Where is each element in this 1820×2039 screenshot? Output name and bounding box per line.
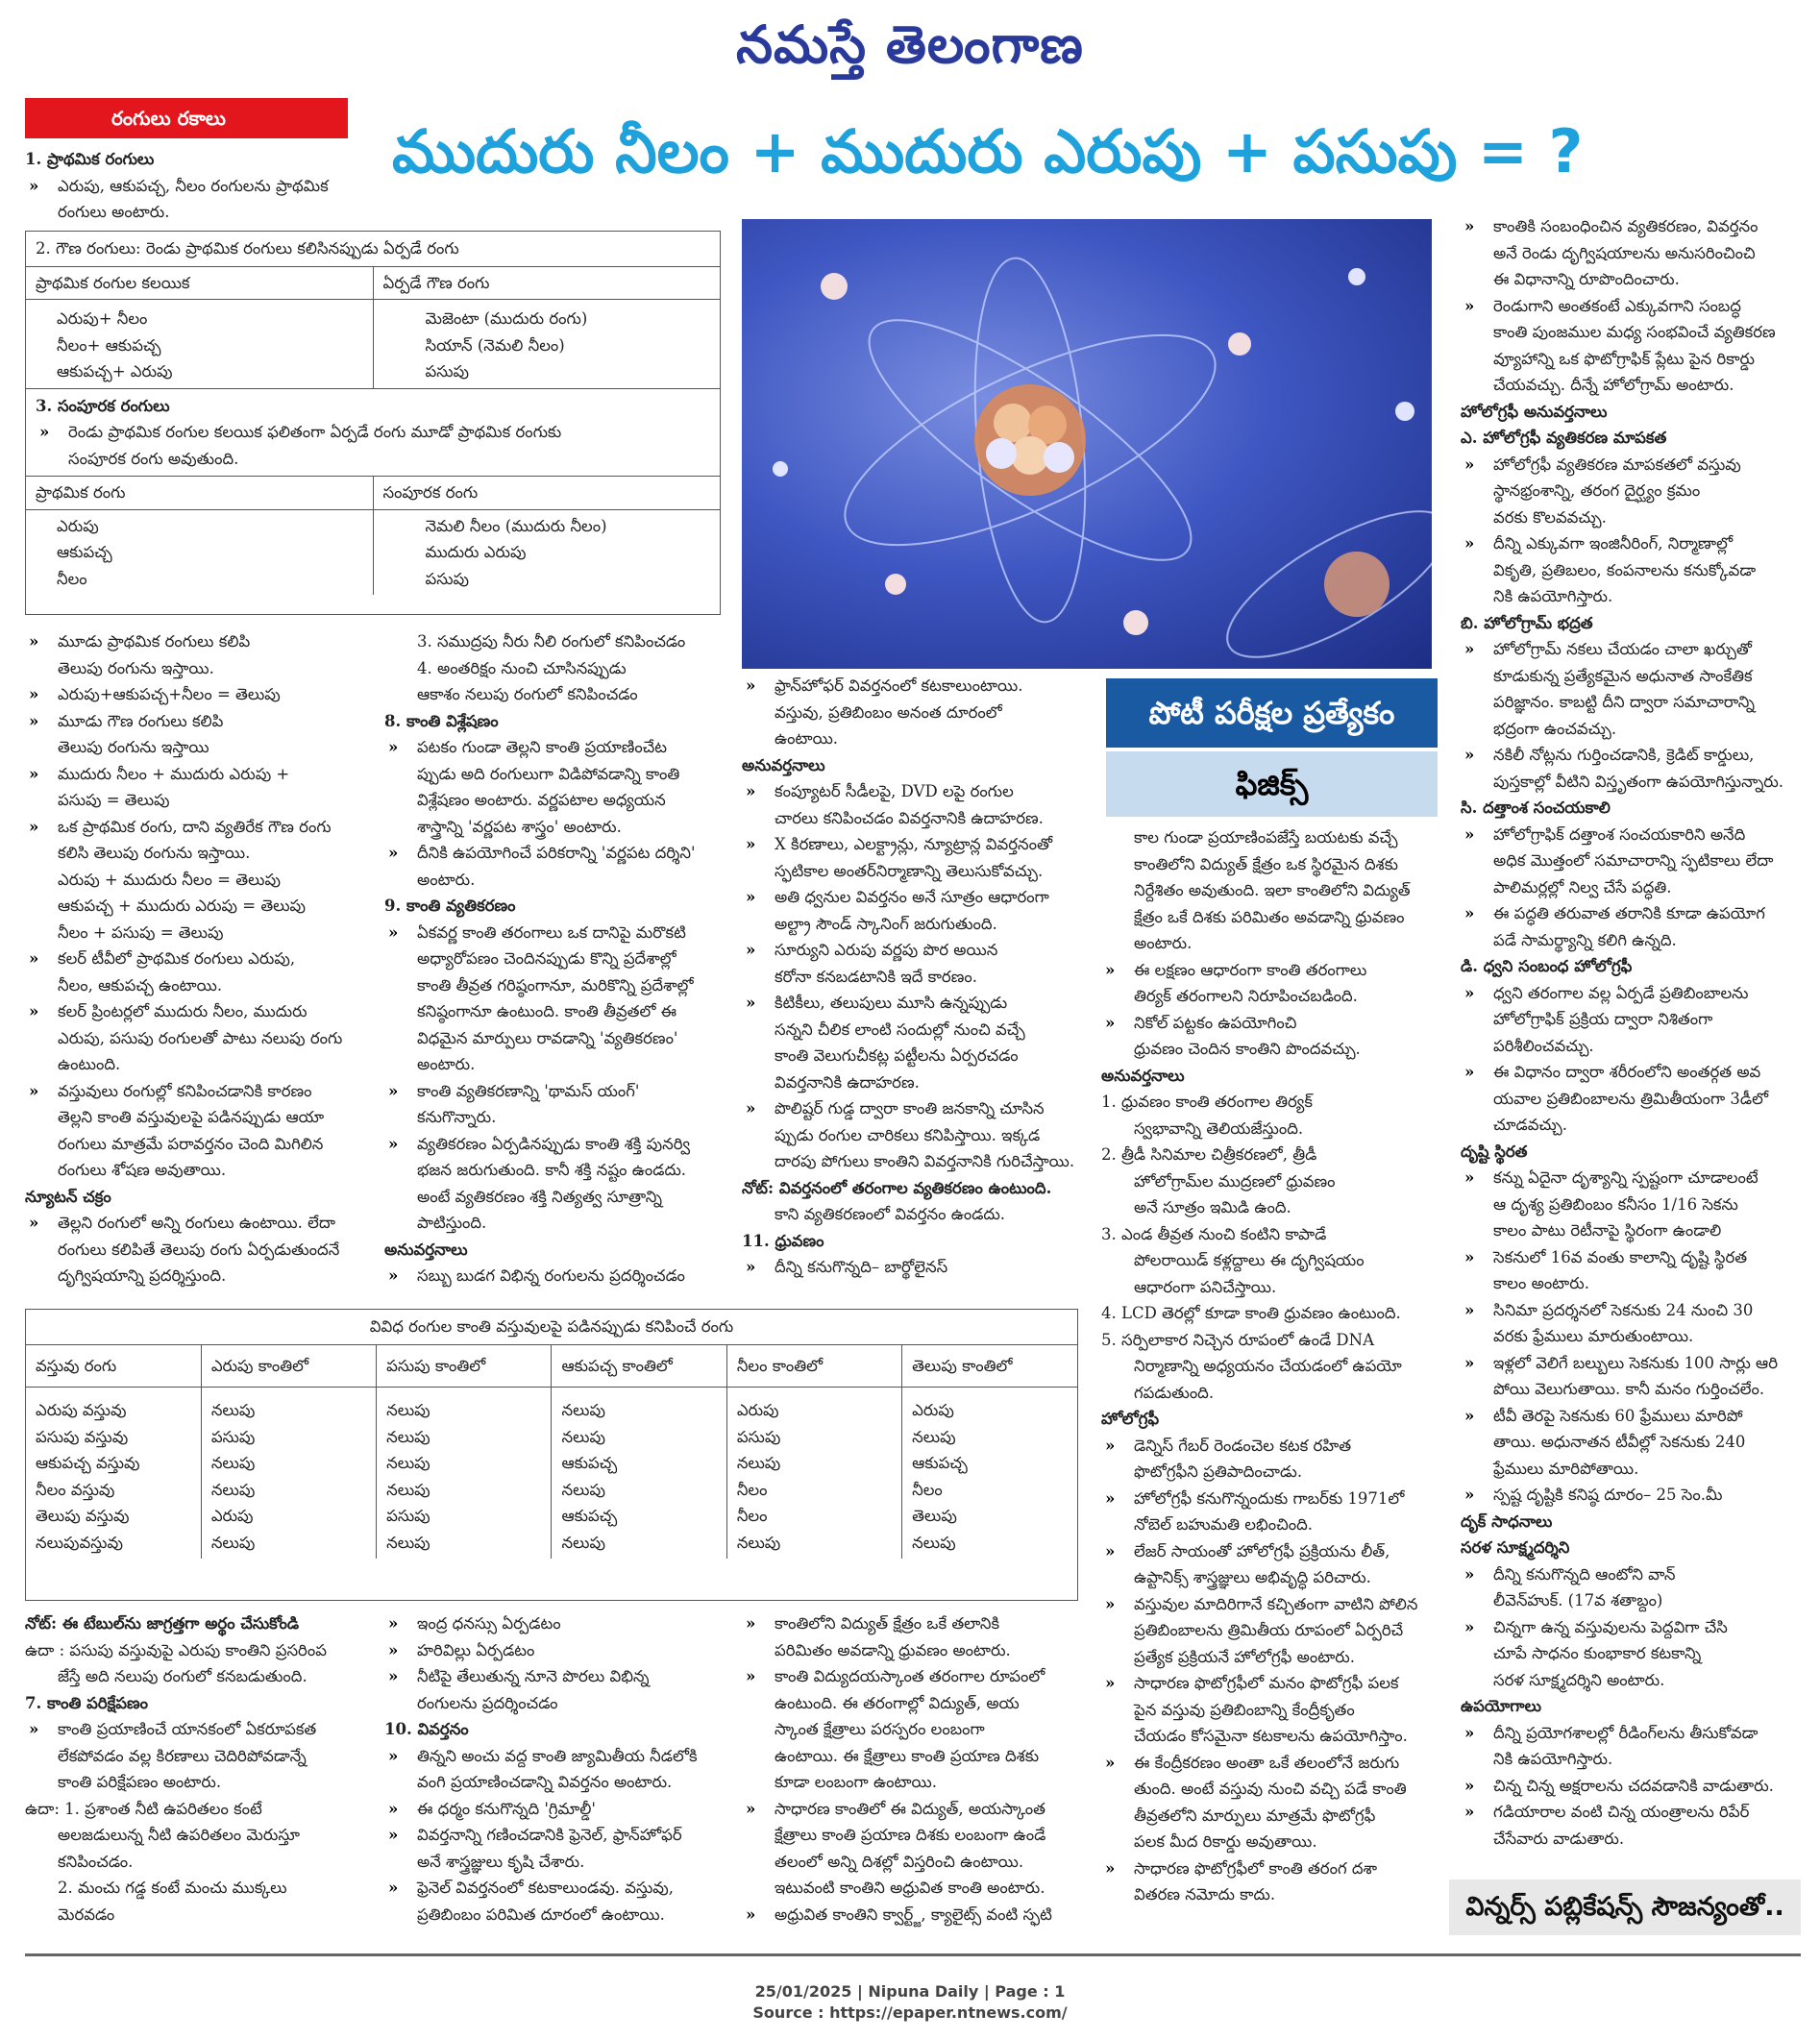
subject-banner: ఫిజిక్స్: [1106, 751, 1438, 817]
body-line: అధిక మొత్తంలో సమాచారాన్ని స్ఫటికాలు లేదా: [1493, 851, 1774, 870]
body-line: » ఫ్రాన్‌హోఫర్ వివర్తనంలో కటకాలుంటాయి.: [742, 673, 1088, 700]
body-line: చేసేవారు వాడుతారు.: [1493, 1829, 1625, 1848]
body-line: » సబ్బు బుడగ విభిన్న రంగులను ప్రదర్శించడం: [384, 1263, 730, 1290]
body-line: కాంతి వెలుగుచీకట్ల పట్టీలను ఏర్పరచడం: [775, 1046, 1019, 1065]
body-line: » నీటిపై తేలుతున్న నూనె పొరలు విభిన్న: [384, 1663, 730, 1690]
body-line: ఫ్రేములు మారిపోతాయి.: [1493, 1459, 1639, 1478]
body-line: 5. సర్పిలాకార నిచ్చెన రూపంలో ఉండే DNA: [1101, 1330, 1374, 1349]
body-line: » ఏకవర్ణ కాంతి తరంగాలు ఒక దానిపై మరొకటి: [384, 920, 730, 946]
body-line: కాంతి పరిక్షేపణం అంటారు.: [58, 1773, 222, 1791]
bottom-column-3: [742, 1610, 1088, 1928]
body-line: » వస్తువులు రంగుల్లో కనిపించడానికి కారణం: [25, 1078, 371, 1105]
table-cell: [373, 509, 720, 595]
body-line: ఉంటుంది. ఈ తరంగాల్లో విద్యుత్, అయ: [775, 1693, 1020, 1712]
subheading: 10. వివర్తనం: [384, 1720, 469, 1738]
table-cell-text: ముదురు ఎరుపు: [425, 543, 527, 561]
body-line: » ఈ ధర్మం కనుగొన్నది 'గ్రిమాల్డీ': [384, 1796, 730, 1823]
subheading: ఉపయోగాలు: [1461, 1697, 1542, 1715]
subheading: హోలోగ్రఫీ అనువర్తనాలు: [1461, 402, 1608, 421]
body-line: తలంలో అన్ని దిశల్లో విస్తరించి ఉంటాయి.: [775, 1852, 1024, 1871]
body-line: 4. అంతరిక్షం నుంచి చూసినప్పుడు: [417, 658, 627, 677]
body-line: పరిజ్ఞానం. కాబట్టి దీని ద్వారా సమాచారాన్ని: [1493, 693, 1755, 711]
body-line: » కలర్ ప్రింటర్లలో ముదురు నీలం, ముదురు: [25, 998, 371, 1025]
body-line: » X కిరణాలు, ఎలక్ట్రాన్లు, న్యూట్రాన్ల వివర్తనంతో: [742, 831, 1088, 858]
table-cell: నలుపు నలుపు నలుపు నలుపు పసుపు నలుపు: [377, 1388, 552, 1560]
body-line: కాని వ్యతికరణంలో వివర్తనం ఉండదు.: [775, 1205, 1006, 1223]
subheading: న్యూటన్ చక్రం: [25, 1187, 111, 1206]
bottom-column-1: [25, 1610, 371, 1928]
table-header: పసుపు కాంతిలో: [377, 1345, 552, 1388]
body-line: గపడుతుంది.: [1134, 1383, 1215, 1402]
body-line: వ్యూహాన్ని ఒక ఫొటోగ్రాఫిక్ ప్లేటు పైన రికార్డు: [1493, 349, 1756, 368]
body-line: » కాంతి ప్రయాణించే యానకంలో ఏకరూపకత: [25, 1716, 371, 1743]
column-2-body: [384, 628, 730, 1290]
body-line: కాంతిలోని విద్యుత్ క్షేత్రం ఒక స్థిరమైన దిశకు: [1134, 854, 1399, 873]
body-line: ఉంటుంది.: [58, 1055, 121, 1073]
primary-line: రంగులు అంటారు.: [58, 203, 170, 221]
table-cell-text: మెజెంటా (ముదురు రంగు): [425, 309, 588, 328]
body-line: ఉప్టానిక్స్ శాస్త్రజ్ఞులు అభివృద్ధి పరిచారు.: [1134, 1568, 1371, 1586]
colored-light-table: [25, 1309, 1078, 1601]
body-line: » సినిమా ప్రదర్శనలో సెకనుకు 24 నుంచి 30: [1461, 1297, 1801, 1324]
body-line: కనిష్ఠంగానూ ఉంటుంది. కాంతి తీవ్రతలో ఈ: [417, 1002, 677, 1020]
body-line: స్ఫటికాల అంతర్‌నిర్మాణాన్ని తెలుసుకోవచ్చు.: [775, 861, 1044, 880]
body-line: పాలిమర్లల్లో నిల్వ చేసే పద్ధతి.: [1493, 877, 1672, 897]
body-line: ఉంటాయి. ఈ క్షేత్రాలు కాంతి ప్రయాణ దిశకు: [775, 1746, 1040, 1765]
masthead-logo: నమస్తే తెలంగాణ: [736, 14, 1084, 75]
body-line: అనే సూత్రం ఇమిడి ఉంది.: [1134, 1198, 1291, 1216]
table-header: నీలం కాంతిలో: [726, 1345, 901, 1388]
bottom-column-2: [384, 1610, 730, 1928]
subheading: సి. దత్తాంశ సంచయకాలి: [1461, 798, 1611, 817]
table-cell-text: పసుపు: [425, 362, 469, 381]
body-line: » నికోల్ పట్టకం ఉపయోగించి: [1101, 1010, 1447, 1037]
complementary-colors-table: [26, 476, 720, 595]
body-line: అనే రెండు దృగ్విషయాలను అనుసరించించి: [1493, 243, 1756, 262]
body-line: వివర్తనానికి ఉదాహరణ.: [775, 1072, 920, 1092]
body-line: » కాంతిలోని విద్యుత్ క్షేత్రం ఒకే తలానికి: [742, 1610, 1088, 1637]
body-line: తీవ్రతలోని మార్పులు మాత్రమే ఫొటోగ్రఫీ: [1134, 1806, 1376, 1825]
body-line: స్కాంత క్షేత్రాలు పరస్పరం లంబంగా: [775, 1720, 985, 1738]
body-line: కలిసి తెలుపు రంగును ఇస్తాయి.: [58, 844, 251, 862]
body-line: పసుపు = తెలుపు: [58, 791, 170, 809]
body-line: » మూడు గౌణ రంగులు కలిపి: [25, 708, 371, 735]
body-line: » వివర్తనాన్ని గణించడానికి ఫ్రెనెల్, ఫ్రాన్‌హోఫర్: [384, 1822, 730, 1849]
page-headline: ముదురు నీలం + ముదురు ఎరుపు + పసుపు = ?: [392, 116, 1584, 186]
body-line: వరకు కొలవవచ్చు.: [1493, 507, 1607, 527]
body-line: పరిశీలించవచ్చు.: [1493, 1036, 1594, 1055]
body-line: అలజడులున్న నీటి ఉపరితలం మెరుస్తూ: [58, 1826, 300, 1844]
body-line: చేయడం కోసమైనా కటకాలను ఉపయోగిస్తాం.: [1134, 1727, 1408, 1745]
colored-light-table-grid: [26, 1345, 1077, 1560]
table-cell: ఎరుపు నలుపు ఆకుపచ్చ నీలం తెలుపు నలుపు: [912, 1401, 968, 1552]
subheading: దృష్టి స్థిరత: [1461, 1142, 1528, 1161]
body-line: తుంది. అంటే వస్తువు నుంచి వచ్చి పడే కాంతి: [1134, 1780, 1407, 1798]
note-line: నోట్: వివర్తనంలో తరంగాల వ్యతికరణం ఉంటుంది.: [742, 1178, 1052, 1197]
body-line: » దీన్ని ఎక్కువగా ఇంజినీరింగ్, నిర్మాణాల్లో: [1461, 530, 1801, 557]
body-line: » దీన్ని కనుగొన్నది– బార్థోలైనస్: [742, 1254, 1088, 1281]
body-line: తిర్యక్ తరంగాలని నిరూపించబడింది.: [1134, 987, 1358, 1005]
body-line: వికృతి, ప్రతిబలం, కంపనాలను కనుక్కోవడా: [1493, 560, 1757, 579]
body-line: ఆ దృశ్య ప్రతిబింబం కనీసం 1/16 సెకను: [1493, 1194, 1738, 1214]
body-line: » సూర్యుని ఎరుపు వర్ణపు పొర అయిన: [742, 937, 1088, 964]
body-line: మెరవడం: [58, 1904, 115, 1924]
special-edition-banner: పోటీ పరీక్షల ప్రత్యేకం: [1106, 678, 1438, 748]
atom-illustration: [742, 219, 1432, 669]
body-line: » హోలోగ్రాఫిక్ దత్తాంశ సంచయకారిని అనేది: [1461, 822, 1801, 848]
table-header: ప్రాథమిక రంగుల కలయిక: [26, 267, 373, 300]
courtesy-credit: విన్నర్స్ పబ్లికేషన్స్ సౌజన్యంతో..: [1449, 1879, 1801, 1935]
body-line: » లేజర్ సాయంతో హోలోగ్రఫీ ప్రక్రియను లీత్,: [1101, 1538, 1447, 1565]
body-line: » ఫ్రెనెల్ వివర్తనంలో కటకాలుండవు. వస్తువు,: [384, 1875, 730, 1902]
subheading: అనువర్తనాలు: [1101, 1066, 1185, 1085]
body-line: » చిన్న చిన్న అక్షరాలను చదవడానికి వాడుతారు.: [1461, 1773, 1801, 1800]
table-row: [26, 1388, 1077, 1560]
subheading: అనువర్తనాలు: [384, 1240, 468, 1259]
body-line: యవాల ప్రతిబింబాలను త్రిమితీయంగా 3డీలో: [1493, 1089, 1769, 1108]
body-line: ప్పుడు రంగుల చారికలు కనిపిస్తాయి. ఇక్కడ: [775, 1125, 1041, 1144]
body-line: » చిన్నగా ఉన్న వస్తువులను పెద్దవిగా చేసి: [1461, 1614, 1801, 1641]
body-line: ఇటువంటి కాంతిని అధ్రువిత కాంతి అంటారు.: [775, 1879, 1045, 1897]
body-line: అంటే వ్యతికరణం శక్తి నిత్యత్వ సూత్రాన్ని: [417, 1187, 662, 1206]
body-line: రంగులు శోషణ అవుతాయి.: [58, 1161, 227, 1179]
table-cell-text: సియాన్ (నెమలి నీలం): [425, 335, 565, 355]
table-header: ప్రాథమిక రంగు: [26, 477, 373, 510]
body-line: అంటారు.: [417, 870, 476, 889]
footer-divider: [25, 1953, 1801, 1956]
body-line: నికి ఉపయోగిస్తారు.: [1493, 1750, 1613, 1768]
body-line: దృగ్విషయాన్ని ప్రదర్శిస్తుంది.: [58, 1266, 227, 1285]
body-line: » కాంతికి సంబంధించిన వ్యతికరణం, వివర్తనం: [1461, 213, 1801, 240]
body-line: » ఈ పద్ధతి తరువాత తరానికి కూడా ఉపయోగ: [1461, 900, 1801, 927]
secondary-colors-heading: 2. గౌణ రంగులు: రెండు ప్రాథమిక రంగులు కలిసినప్పుడు ఏర్పడే రంగు: [26, 232, 720, 267]
body-line: 4. LCD తెరల్లో కూడా కాంతి ధ్రువణం ఉంటుంది.: [1101, 1304, 1401, 1322]
primary-colors-section: [25, 146, 726, 226]
body-line: » సాధారణ ఫొటోగ్రఫీలో కాంతి తరంగ దశా: [1101, 1855, 1447, 1882]
body-line: స్థానభ్రంశాన్ని, తరంగ దైర్ఘ్యం క్రమం: [1493, 481, 1701, 500]
body-line: కాల గుండా ప్రయాణింపజేస్తే బయటకు వచ్చే: [1134, 828, 1398, 847]
atom-graphic: [742, 219, 1432, 669]
body-line: » ఇంద్ర ధనస్సు ఏర్పడటం: [384, 1610, 730, 1637]
body-line: » ఈ విధానం ద్వారా శరీరంలోని అంతర్గత అవ: [1461, 1059, 1801, 1086]
body-line: లీవెన్‌హుక్. (17వ శతాబ్దం): [1493, 1591, 1663, 1609]
table-cell-text: పసుపు: [425, 569, 469, 588]
color-types-table: [25, 231, 721, 615]
body-line: సన్నని చీలిక లాంటి సందుల్లో నుంచి వచ్చే: [775, 1020, 1025, 1039]
body-line: కాలం పాటు రెటీనాపై స్థిరంగా ఉండాలి: [1493, 1221, 1722, 1240]
subheading: ఎ. హోలోగ్రఫీ వ్యతికరణ మాపకత: [1461, 429, 1667, 447]
body-line: వస్తువు, ప్రతిబింబం అనంత దూరంలో: [775, 702, 1002, 722]
body-line: స్వభావాన్ని తెలియజేస్తుంది.: [1134, 1118, 1304, 1138]
body-line: రంగులు కలిపితే తెలుపు రంగు ఏర్పడుతుందనే: [58, 1240, 340, 1259]
table-header: ఎరుపు కాంతిలో: [201, 1345, 376, 1388]
body-line: జేస్తే అది నలుపు రంగులో కనబడుతుంది.: [58, 1667, 307, 1685]
body-line: నోబెల్ బహుమతి లభించింది.: [1134, 1515, 1313, 1534]
table-cell-text: ఎరుపు+ నీలం: [57, 309, 148, 328]
body-line: పోలరాయిడ్ కళ్లద్దాలు ఈ దృగ్విషయం: [1134, 1251, 1365, 1269]
body-line: వితరణ నమోదు కాదు.: [1134, 1885, 1276, 1904]
body-line: » సాధారణ కాంతిలో ఈ విద్యుత్, అయస్కాంత: [742, 1796, 1088, 1823]
body-line: నికి ఉపయోగిస్తారు.: [1493, 587, 1613, 605]
body-line: తెల్లని కాంతి వస్తువులపై పడినప్పుడు ఆయా: [58, 1108, 325, 1126]
body-line: » గడియారాల వంటి చిన్న యంత్రాలను రిపేర్: [1461, 1799, 1801, 1826]
table-cell: నలుపు నలుపు ఆకుపచ్చ నలుపు ఆకుపచ్చ నలుపు: [552, 1388, 726, 1560]
body-line: » డెన్నిస్ గేబర్ రెండంచెల కటక రహిత: [1101, 1433, 1447, 1460]
body-line: » కాంతి వ్యతికరణాన్ని 'థామస్ యంగ్': [384, 1078, 730, 1105]
body-line: ప్రత్యేక ప్రక్రియనే హోలోగ్రఫీ అంటారు.: [1134, 1647, 1355, 1666]
body-line: కనిపించడం.: [58, 1852, 134, 1871]
table-cell-text: నెమలి నీలం (ముదురు నీలం): [425, 516, 607, 535]
subheading: 11. ధ్రువణం: [742, 1231, 824, 1250]
body-line: భజన జరుగుతుంది. కానీ శక్తి నష్టం ఉండదు.: [417, 1161, 687, 1179]
body-line: అధ్యారోపణం చెందినప్పుడు కొన్ని ప్రదేశాల్లో: [417, 949, 676, 968]
table-cell-text: ఆకుపచ్చ+ ఎరుపు: [57, 362, 173, 381]
body-line: కూడా లంబంగా ఉంటాయి.: [775, 1773, 937, 1791]
body-line: 2. త్రీడీ సినిమాల చిత్రీకరణలో, త్రీడీ: [1101, 1145, 1317, 1164]
body-line: » స్పష్ట దృష్టికి కనిష్ఠ దూరం– 25 సెం.మీ: [1461, 1482, 1801, 1509]
column-1-body: [25, 628, 371, 1290]
body-line: » హోలోగ్రఫీ వ్యతికరణ మాపకతలో వస్తువు: [1461, 452, 1801, 479]
table-header: తెలుపు కాంతిలో: [912, 1356, 1013, 1375]
body-line: పాటిస్తుంది.: [417, 1214, 487, 1232]
body-line: కాంతి తీవ్రత గరిష్ఠంగానూ, మరికొన్ని ప్రదేశాల్లో: [417, 975, 694, 995]
table-header: సంపూరక రంగు: [382, 483, 479, 502]
body-line: అంటారు.: [1134, 934, 1193, 952]
body-line: » అధ్రువిత కాంతిని క్వార్ట్జ్, క్యాలైట్స్ వంటి స్ఫటి: [742, 1902, 1088, 1928]
table-cell: [26, 509, 373, 595]
body-line: చేయవచ్చు. దీన్నే హోలోగ్రామ్ అంటారు.: [1493, 376, 1734, 394]
body-line: పరిమితం అవడాన్ని ధ్రువణం అంటారు.: [775, 1640, 1011, 1659]
subheading: 9. కాంతి వ్యతికరణం: [384, 897, 516, 915]
body-line: ఆకాశం నలుపు రంగులో కనిపించడం: [417, 685, 638, 703]
table-header: ఏర్పడే గౌణ రంగు: [382, 273, 490, 292]
body-line: రంగులు మాత్రమే పరావర్తనం చెంది మిగిలిన: [58, 1134, 324, 1153]
body-line: » సెకనులో 16వ వంతు కాలాన్ని దృష్టి స్థిరత: [1461, 1244, 1801, 1271]
body-line: » కిటికీలు, తలుపులు మూసి ఉన్నప్పుడు: [742, 990, 1088, 1017]
body-line: » హరివిల్లు ఏర్పడటం: [384, 1637, 730, 1664]
body-line: » కంప్యూటర్ సీడీలపై, DVD లపై రంగుల: [742, 778, 1088, 805]
complementary-section: [26, 388, 720, 477]
table-header: ఆకుపచ్చ కాంతిలో: [552, 1345, 726, 1388]
subheading: దృక్ సాధనాలు: [1461, 1511, 1553, 1531]
body-line: రంగులను ప్రదర్శించడం: [417, 1693, 558, 1712]
body-line: తెలుపు రంగును ఇస్తాయి: [58, 738, 209, 756]
table-cell-text: ఎరుపు: [57, 516, 99, 535]
body-line: నిర్దేశితం అవుతుంది. ఇలా కాంతిలోని విద్యుత్: [1134, 881, 1411, 899]
body-line: » కన్ను ఏదైనా దృశ్యాన్ని స్పష్టంగా చూడాలంటే: [1461, 1165, 1801, 1191]
body-line: క్షేత్రాలు కాంతి ప్రయాణ దిశకు లంబంగా ఉండే: [775, 1826, 1046, 1844]
body-line: ఎరుపు, పసుపు రంగులతో పాటు నలుపు రంగు: [58, 1028, 343, 1047]
column-4-body: [1101, 824, 1447, 1908]
body-line: కూడుకున్న ప్రత్యేకమైన అధునాత సాంకేతిక: [1493, 666, 1753, 685]
body-line: ఫొటోగ్రఫీని ప్రతిపాదించాడు.: [1134, 1462, 1303, 1481]
body-line: ప్రతిబింబం పరిమిత దూరంలో ఉంటాయి.: [417, 1904, 665, 1924]
body-line: పలక మీద రికార్డు అవుతాయి.: [1134, 1832, 1317, 1851]
table-cell-text: ఆకుపచ్చ: [57, 543, 112, 561]
body-line: » ధ్వని తరంగాల వల్ల ఏర్పడే ప్రతిబింబాలను: [1461, 980, 1801, 1007]
body-line: » ముదురు నీలం + ముదురు ఎరుపు +: [25, 761, 371, 788]
body-line: ఈ విధానాన్ని రూపొందించారు.: [1493, 270, 1680, 288]
body-line: » టీవీ తెరపై సెకనుకు 60 ఫ్రేములు మారిపో: [1461, 1403, 1801, 1430]
body-line: 3. ఎండ తీవ్రత నుంచి కంటిని కాపాడే: [1101, 1224, 1327, 1243]
body-line: ఆకుపచ్చ + ముదురు ఎరుపు = తెలుపు: [58, 897, 307, 915]
body-line: ఉదా : పసుపు వస్తువుపై ఎరుపు కాంతిని ప్రసరింప: [25, 1640, 327, 1659]
body-line: కనుగొన్నారు.: [417, 1108, 497, 1126]
table-cell-text: నీలం: [57, 569, 87, 588]
body-line: » దీన్ని ప్రయోగశాలల్లో రీడింగ్‌లను తీసుకోవడా: [1461, 1720, 1801, 1747]
footer-date-line: 25/01/2025 | Nipuna Daily | Page : 1: [754, 1982, 1066, 2001]
body-line: » కాంతి విద్యుదయస్కాంత తరంగాల రూపంలో: [742, 1663, 1088, 1690]
note-line: నోట్: ఈ టేబుల్‌ను జాగ్రత్తగా అర్థం చేసుకోండి: [25, 1614, 300, 1633]
column-5-body: [1461, 213, 1801, 1852]
body-line: పడే సామర్థ్యాన్ని కలిగి ఉన్నది.: [1493, 930, 1677, 949]
primary-colors-heading: 1. ప్రాథమిక రంగులు: [25, 150, 155, 168]
body-line: శాస్త్రాన్ని 'వర్ణపట శాస్త్రం' అంటారు.: [417, 817, 622, 836]
body-line: హోలోగ్రామ్‌ల ముద్రణలో ధ్రువణం: [1134, 1171, 1336, 1191]
body-line: విధమైన మార్పులు రావడాన్ని 'వ్యతికరణం': [417, 1028, 678, 1047]
body-line: » తిన్నని అంచు వద్ద కాంతి జ్యామితీయ నీడలోకి: [384, 1743, 730, 1770]
subheading: అనువర్తనాలు: [742, 755, 825, 774]
primary-line: » ఎరుపు, ఆకుపచ్చ, నీలం రంగులను ప్రాథమిక: [25, 173, 726, 200]
body-line: చారలు కనిపించడం వివర్తనానికి ఉదాహరణ.: [775, 808, 1044, 827]
table-cell-text: నీలం+ ఆకుపచ్చ: [57, 335, 161, 355]
body-line: » ఎరుపు+ఆకుపచ్చ+నీలం = తెలుపు: [25, 681, 371, 708]
complementary-line: సంపూరక రంగు అవుతుంది.: [68, 449, 239, 468]
secondary-colors-table: [26, 267, 720, 388]
table-header: వస్తువు రంగు: [26, 1345, 201, 1388]
body-line: ప్రతిబింబాలను త్రిమితీయ రూపంలో ఏర్పరిచే: [1134, 1621, 1404, 1639]
body-line: సరళ సూక్ష్మదర్శిని అంటారు.: [1493, 1670, 1665, 1689]
body-line: వరకు ఫ్రేములు మారుతుంటాయి.: [1493, 1327, 1694, 1345]
body-line: » ఈ కేంద్రీకరణం అంతా ఒకే తలంలోనే జరుగు: [1101, 1750, 1447, 1777]
body-line: పుస్తకాల్లో వీటిని విస్తృతంగా ఉపయోగిస్తున్నారు.: [1493, 772, 1784, 791]
subheading: బి. హోలోగ్రామ్ భద్రత: [1461, 613, 1593, 632]
table-cell: నలుపు పసుపు నలుపు నలుపు ఎరుపు నలుపు: [201, 1388, 376, 1560]
body-line: అల్ట్రా సౌండ్ స్కానింగ్ జరుగుతుంది.: [775, 914, 997, 933]
complementary-line: » రెండు ప్రాథమిక రంగుల కలయిక ఫలితంగా ఏర్పడే రంగు మూడో ప్రాథమిక రంగుకు: [36, 419, 710, 446]
body-line: » ఈ లక్షణం ఆధారంగా కాంతి తరంగాలు: [1101, 957, 1447, 984]
subheading: 8. కాంతి విశ్లేషణం: [384, 711, 499, 730]
body-line: ఆధారంగా పనిచేస్తాయి.: [1134, 1277, 1277, 1296]
subheading: సరళ సూక్ష్మదర్శిని: [1461, 1538, 1570, 1557]
body-line: » ఒక ప్రాథమిక రంగు, దాని వ్యతిరేక గౌణ రంగు: [25, 814, 371, 841]
body-line: కాలం అంటారు.: [1493, 1274, 1589, 1292]
body-line: » నకిలీ నోట్లను గుర్తించడానికి, క్రెడిట్ కార్డులు,: [1461, 742, 1801, 769]
body-line: » దీన్ని కనుగొన్నది ఆంటోని వాన్: [1461, 1561, 1801, 1588]
table-cell: ఎరుపు వస్తువు పసుపు వస్తువు ఆకుపచ్చ వస్తువు నీలం వస్తువు తెలుపు వస్తువు నలుపువస్తువు: [26, 1388, 201, 1560]
body-line: ప్పుడు అది రంగులుగా విడిపోవడాన్ని కాంతి: [417, 764, 680, 783]
body-line: అనే శాస్త్రజ్ఞులు కృషి చేశారు.: [417, 1852, 585, 1871]
body-line: » తెల్లని రంగులో అన్ని రంగులు ఉంటాయి. లేదా: [25, 1210, 371, 1237]
body-line: హోలోగ్రాఫిక్ ప్రక్రియ ద్వారా నిశితంగా: [1493, 1010, 1713, 1028]
body-line: » రెండుగాని అంతకంటే ఎక్కువగాని సంబద్ధ: [1461, 293, 1801, 320]
body-line: » దీనికి ఉపయోగించే పరికరాన్ని 'వర్ణపట దర్శిని': [384, 840, 730, 867]
footer-source-line: Source : https://epaper.ntnews.com/: [752, 2003, 1068, 2022]
subheading: డి. ధ్వని సంబంధ హోలోగ్రఫీ: [1461, 957, 1633, 975]
subheading: హోలోగ్రఫీ: [1101, 1410, 1160, 1428]
section-label: రంగులు రకాలు: [25, 98, 348, 138]
body-line: ధ్రువణం చెందిన కాంతిని పొందవచ్చు.: [1134, 1040, 1361, 1058]
body-line: » వ్యతికరణం ఏర్పడినప్పుడు కాంతి శక్తి పునర్వి: [384, 1131, 730, 1158]
body-line: » అతి ధ్వనుల వివర్తనం అనే సూత్రం ఆధారంగా: [742, 884, 1088, 911]
body-line: పైన వస్తువు ప్రతిబింబాన్ని కేంద్రీకృతం: [1134, 1700, 1355, 1719]
complementary-heading: 3. సంపూరక రంగులు: [36, 396, 170, 415]
body-line: ఉంటాయి.: [775, 729, 839, 748]
body-line: 1. ధ్రువణం కాంతి తరంగాల తిర్యక్: [1101, 1093, 1313, 1111]
body-line: పోయి వెలుగుతాయి. కానీ మనం గుర్తించలేం.: [1493, 1380, 1765, 1398]
body-line: విశ్లేషణం అంటారు. వర్ణపటాల అధ్యయన: [417, 791, 666, 809]
body-line: » మూడు ప్రాథమిక రంగులు కలిపి: [25, 628, 371, 655]
subheading: 7. కాంతి పరిక్షేపణం: [25, 1693, 148, 1712]
body-line: 3. సముద్రపు నీరు నీలి రంగులో కనిపించడం: [417, 632, 686, 651]
table-cell: ఎరుపు పసుపు నలుపు నీలం నీలం నలుపు: [726, 1388, 901, 1560]
body-line: భద్రంగా ఉంచవచ్చు.: [1493, 719, 1617, 738]
body-line: » హోలోగ్రఫీ కనుగొన్నందుకు గాబర్‌కు 1971లో: [1101, 1486, 1447, 1512]
body-line: వంగి ప్రయాణించడాన్ని వివర్తనం అంటారు.: [417, 1773, 673, 1791]
body-line: నీలం, ఆకుపచ్చ ఉంటాయి.: [58, 975, 223, 995]
body-line: 2. మంచు గడ్డ కంటే మంచు ముక్కలు: [58, 1879, 287, 1897]
body-line: చూడవచ్చు.: [1493, 1116, 1567, 1134]
body-line: నిర్మాణాన్ని అధ్యయనం చేయడంలో ఉపయో: [1134, 1357, 1402, 1375]
body-line: » హోలోగ్రామ్ నకలు చేయడం చాలా ఖర్చుతో: [1461, 636, 1801, 663]
body-line: లేకపోవడం వల్ల కిరణాలు చెదిరిపోవడాన్నే: [58, 1746, 307, 1765]
colored-light-table-title: వివిధ రంగుల కాంతి వస్తువులపై పడినప్పుడు కనిపించే రంగు: [26, 1310, 1077, 1345]
body-line: చూపే సాధనం కుంభాకార కటకాన్ని: [1493, 1644, 1702, 1662]
body-line: కరోనా కనబడటానికి ఇదే కారణం.: [775, 967, 977, 986]
body-line: » వస్తువుల మాదిరిగానే కచ్చితంగా వాటిని పోలిన: [1101, 1591, 1447, 1618]
body-line: కాంతి పుంజముల మధ్య సంభవించే వ్యతికరణ: [1493, 323, 1776, 341]
body-line: ఎరుపు + ముదురు నీలం = తెలుపు: [58, 870, 281, 889]
body-line: నీలం + పసుపు = తెలుపు: [58, 922, 224, 942]
table-cell: [373, 300, 720, 388]
body-line: » పొలిష్టర్ గుడ్డ ద్వారా కాంతి జనకాన్ని చూసిన: [742, 1095, 1088, 1122]
body-line: క్షేత్రం ఒకే దిశకు పరిమితం అవడాన్ని ధ్రువణం: [1134, 907, 1405, 926]
body-line: » సాధారణ ఫొటోగ్రఫీలో మనం ఫొటోగ్రఫీ పలక: [1101, 1670, 1447, 1697]
body-line: తెలుపు రంగును ఇస్తాయి.: [58, 658, 214, 677]
body-line: » ఇళ్లలో వెలిగే బల్బులు సెకనుకు 100 సార్లు ఆరి: [1461, 1350, 1801, 1377]
body-line: » కలర్ టీవీలో ప్రాథమిక రంగులు ఎరుపు,: [25, 946, 371, 972]
body-line: తాయి. అధునాతన టీవీల్లో సెకనుకు 240: [1493, 1433, 1746, 1451]
body-line: అంటారు.: [417, 1055, 476, 1073]
body-line: దారపు పోగులు కాంతిని వివర్తనానికి గురిచేస్తాయి.: [775, 1152, 1075, 1170]
body-line: ఉదా: 1. ప్రశాంత నీటి ఉపరితలం కంటే: [25, 1799, 262, 1818]
table-cell: [26, 300, 373, 388]
column-3-body: [742, 673, 1088, 1281]
body-line: » పటకం గుండా తెల్లని కాంతి ప్రయాణించేట: [384, 734, 730, 761]
